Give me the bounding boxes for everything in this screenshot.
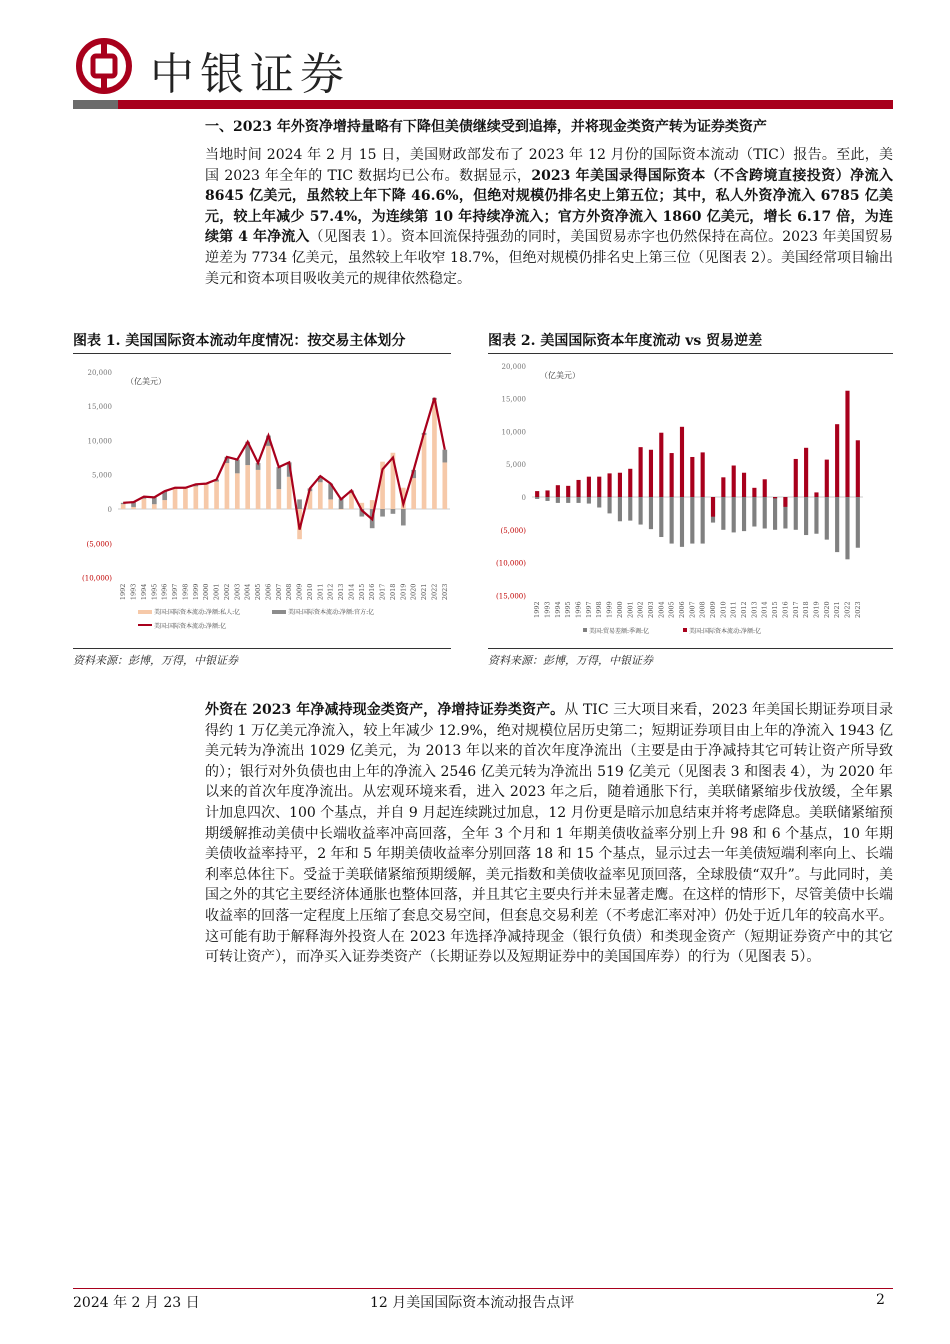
x-tick-label: 1997 bbox=[584, 601, 593, 618]
bar-capital-flow bbox=[711, 497, 715, 517]
y-tick-label: (5,000) bbox=[500, 526, 526, 535]
bar-private bbox=[328, 499, 333, 509]
bar-official bbox=[235, 460, 240, 474]
chart1-source: 资料来源：彭博，万得，中银证券 bbox=[73, 648, 451, 668]
bar-capital-flow bbox=[566, 486, 570, 497]
x-tick-label: 2012 bbox=[740, 601, 749, 618]
y-tick-label: 5,000 bbox=[91, 471, 112, 480]
y-tick-label: (10,000) bbox=[82, 574, 112, 583]
bar-private bbox=[183, 488, 188, 509]
x-tick-label: 1999 bbox=[605, 601, 614, 618]
y-tick-label: 0 bbox=[107, 506, 112, 514]
para1-text: 当地时间 2024 年 2 月 15 日，美国财政部发布了 2023 年 12 月份的国际资本流动（TIC）报告。至此，美国 2023 年全年的 TIC 数据均已公布。数据显示， bbox=[205, 147, 893, 184]
bar-private bbox=[276, 489, 281, 509]
x-tick-label: 1999 bbox=[191, 583, 200, 601]
bar-private bbox=[287, 477, 292, 509]
bar-official bbox=[401, 509, 406, 525]
bar-trade-balance bbox=[742, 497, 746, 531]
x-tick-label: 2022 bbox=[843, 601, 852, 618]
legend-trade-label: 美国:贸易差额:季调:亿 bbox=[589, 628, 650, 635]
bar-capital-flow bbox=[670, 453, 674, 497]
x-tick-label: 2006 bbox=[264, 583, 273, 601]
bar-trade-balance bbox=[680, 497, 684, 547]
bar-capital-flow bbox=[742, 473, 746, 497]
bar-trade-balance bbox=[545, 497, 549, 501]
bar-trade-balance bbox=[732, 497, 736, 532]
bar-private bbox=[193, 486, 198, 509]
bar-capital-flow bbox=[639, 447, 643, 497]
bar-trade-balance bbox=[845, 497, 849, 559]
y-tick-label: (15,000) bbox=[496, 592, 526, 601]
bar-trade-balance bbox=[535, 497, 539, 499]
header-bar-red bbox=[118, 100, 893, 109]
bar-trade-balance bbox=[835, 497, 839, 552]
bar-capital-flow bbox=[845, 391, 849, 497]
para2-bold-lead: 外资在 2023 年净减持现金类资产，净增持证券类资产。 bbox=[205, 702, 565, 718]
y-tick-label: 5,000 bbox=[505, 461, 526, 470]
bar-private bbox=[173, 488, 178, 509]
bar-private bbox=[214, 482, 219, 509]
x-tick-label: 2004 bbox=[657, 601, 666, 618]
bar-trade-balance bbox=[804, 497, 808, 535]
y-tick-label: (5,000) bbox=[86, 540, 112, 549]
bar-trade-balance bbox=[856, 497, 860, 548]
x-tick-label: 2021 bbox=[833, 601, 842, 618]
bar-private bbox=[411, 478, 416, 509]
footer-title: 12 月美国国际资本流动报告点评 bbox=[370, 1295, 575, 1311]
bar-capital-flow bbox=[721, 477, 725, 497]
unit-label: （亿美元） bbox=[126, 376, 166, 386]
x-tick-label: 2021 bbox=[420, 583, 429, 601]
bar-official bbox=[442, 450, 447, 463]
bar-trade-balance bbox=[670, 497, 674, 544]
bar-private bbox=[121, 504, 126, 509]
bar-private bbox=[131, 507, 136, 509]
chart2-title: 图表 2. 美国国际资本年度流动 vs 贸易逆差 bbox=[488, 330, 893, 354]
footer-date: 2024 年 2 月 23 日 bbox=[73, 1295, 200, 1311]
bar-capital-flow bbox=[825, 460, 829, 497]
y-tick-label: 0 bbox=[521, 494, 526, 502]
boc-logo-icon bbox=[76, 38, 132, 94]
x-tick-label: 2007 bbox=[274, 583, 283, 601]
x-tick-label: 2011 bbox=[729, 601, 738, 618]
bar-capital-flow bbox=[587, 477, 591, 497]
x-tick-label: 2014 bbox=[760, 601, 769, 618]
header-bar-gray bbox=[73, 100, 118, 109]
x-tick-label: 2015 bbox=[357, 583, 366, 601]
x-tick-label: 2010 bbox=[719, 601, 728, 618]
y-tick-label: 20,000 bbox=[501, 362, 526, 371]
x-tick-label: 2015 bbox=[771, 601, 780, 618]
x-tick-label: 1997 bbox=[171, 583, 180, 601]
bar-trade-balance bbox=[618, 497, 622, 521]
y-tick-label: 20,000 bbox=[87, 368, 112, 377]
bar-capital-flow bbox=[576, 480, 580, 497]
x-tick-label: 2008 bbox=[285, 583, 294, 601]
y-tick-label: 15,000 bbox=[87, 403, 112, 412]
bar-trade-balance bbox=[597, 497, 601, 507]
bar-capital-flow bbox=[535, 491, 539, 497]
x-tick-label: 2000 bbox=[615, 601, 624, 618]
x-tick-label: 2005 bbox=[667, 601, 676, 618]
legend-official-swatch bbox=[272, 610, 286, 614]
chart2-source: 资料来源：彭博，万得，中银证券 bbox=[488, 648, 893, 668]
bar-private bbox=[152, 504, 157, 509]
bar-trade-balance bbox=[752, 497, 756, 527]
bar-trade-balance bbox=[628, 497, 632, 521]
bar-official bbox=[380, 509, 385, 517]
x-tick-label: 2005 bbox=[254, 583, 263, 601]
bar-private bbox=[432, 400, 437, 509]
x-tick-label: 2023 bbox=[440, 583, 449, 601]
x-tick-label: 2000 bbox=[202, 583, 211, 601]
bar-trade-balance bbox=[794, 497, 798, 530]
x-tick-label: 2001 bbox=[212, 583, 221, 601]
line-total bbox=[123, 398, 445, 530]
legend-private-label: 美国:国际资本流动:净额:私人:亿 bbox=[154, 609, 241, 616]
x-tick-label: 2002 bbox=[636, 601, 645, 618]
bar-capital-flow bbox=[763, 479, 767, 497]
section-title: 一、2023 年外资净增持量略有下降但美债继续受到追捧，并将现金类资产转为证券类资产 bbox=[205, 119, 767, 135]
bar-capital-flow bbox=[545, 490, 549, 497]
x-tick-label: 2001 bbox=[626, 601, 635, 618]
legend-private-swatch bbox=[138, 610, 152, 614]
bar-private bbox=[235, 473, 240, 509]
x-tick-label: 2008 bbox=[698, 601, 707, 618]
bar-capital-flow bbox=[732, 466, 736, 497]
bar-capital-flow bbox=[783, 497, 787, 507]
x-tick-label: 2003 bbox=[646, 601, 655, 618]
bar-capital-flow bbox=[649, 450, 653, 497]
chart1-plot bbox=[70, 360, 455, 635]
bar-official bbox=[391, 509, 396, 514]
bar-trade-balance bbox=[763, 497, 767, 528]
bar-capital-flow bbox=[690, 457, 694, 497]
x-tick-label: 2023 bbox=[853, 601, 862, 618]
bar-official bbox=[276, 467, 281, 489]
bar-trade-balance bbox=[639, 497, 643, 525]
bar-capital-flow bbox=[752, 488, 756, 497]
bar-private bbox=[318, 482, 323, 509]
bar-trade-balance bbox=[701, 497, 705, 544]
x-tick-label: 2017 bbox=[378, 583, 387, 601]
bar-private bbox=[142, 499, 147, 509]
bar-capital-flow bbox=[856, 440, 860, 497]
bar-capital-flow bbox=[659, 433, 663, 497]
x-tick-label: 2020 bbox=[822, 601, 831, 618]
legend-capital-label: 美国:国际资本流动:净额:亿 bbox=[689, 628, 762, 635]
bar-capital-flow bbox=[773, 497, 777, 498]
bar-private bbox=[256, 470, 261, 509]
x-tick-label: 2004 bbox=[243, 583, 252, 601]
bar-trade-balance bbox=[576, 497, 580, 503]
x-tick-label: 2011 bbox=[316, 583, 325, 601]
x-tick-label: 1993 bbox=[129, 583, 138, 601]
bar-private bbox=[442, 462, 447, 509]
x-tick-label: 2019 bbox=[399, 583, 408, 601]
bar-capital-flow bbox=[608, 473, 612, 497]
x-tick-label: 1998 bbox=[595, 601, 604, 618]
bar-trade-balance bbox=[659, 497, 663, 537]
x-tick-label: 1994 bbox=[553, 601, 562, 618]
x-tick-label: 1992 bbox=[533, 601, 542, 618]
page-number: 2 bbox=[876, 1292, 885, 1308]
bar-trade-balance bbox=[587, 497, 591, 504]
x-tick-label: 2009 bbox=[295, 583, 304, 601]
bar-capital-flow bbox=[835, 424, 839, 497]
bar-capital-flow bbox=[628, 469, 632, 497]
x-tick-label: 2003 bbox=[233, 583, 242, 601]
x-tick-label: 1994 bbox=[139, 583, 148, 601]
footer-divider bbox=[73, 1288, 893, 1289]
x-tick-label: 1996 bbox=[574, 601, 583, 618]
bar-trade-balance bbox=[773, 497, 777, 530]
bar-capital-flow bbox=[680, 427, 684, 497]
x-tick-label: 2018 bbox=[802, 601, 811, 618]
bar-capital-flow bbox=[618, 473, 622, 497]
x-tick-label: 2012 bbox=[326, 583, 335, 601]
x-tick-label: 2006 bbox=[677, 601, 686, 618]
bar-private bbox=[162, 500, 167, 509]
x-tick-label: 2014 bbox=[347, 583, 356, 601]
bar-trade-balance bbox=[608, 497, 612, 513]
x-tick-label: 2009 bbox=[709, 601, 718, 618]
bar-capital-flow bbox=[556, 485, 560, 497]
legend-official-label: 美国:国际资本流动:净额:官方:亿 bbox=[288, 609, 375, 616]
x-tick-label: 2002 bbox=[222, 583, 231, 601]
paragraph-2 bbox=[205, 700, 893, 968]
bar-trade-balance bbox=[649, 497, 653, 529]
x-tick-label: 2018 bbox=[388, 583, 397, 601]
para2-text: 从 TIC 三大项目来看，2023 年美国长期证券项目录得约 1 万亿美元净流入，较上年减少 12.9%，绝对规模位居历史第二；短期证券项目由上年的净流入 1943 亿美元转为净流出 1029 亿美元，为 2013 年以来的首次年度净流出（主要是由于净减持其它可转让资产所导致的）；银行对外负债也由上年的净流入 2546 亿美元转为净流出 519 亿美元（见图表 3 和图表 4），为 2020 年以来的首次年度净流出。从宏观环境来看，进入 2023 年之后，随着通胀下行，美联储紧缩步伐放缓，全年累计加息四次、100 个基点，并自 9 月起连续跳过加息，12 月份更是暗示加息结束并将考虑降息。美联储紧缩预期缓解推动美债中长端收益率冲高回落，全年 3 个月和 1 年期美债收益率分别上升 98 和 6 个基点，10 年期美债收益率持平，2 年和 5 年期美债收益率分别回落 18 和 15 个基点，显示过去一年美债短端利率向上、长端利率总体往下。受益于美联储紧缩预期缓解，美元指数和美债收益率见顶回落，全球股债“双升”。与此同时，美国之外的其它主要经济体通胀也整体回落，并且其它主要央行并未显著走鹰。在这样的情形下，尽管美债中长端收益率的回落一定程度上压缩了套息交易空间，但套息交易利差（不考虑汇率对冲）仍处于近几年的较高水平。这可能有助于解释海外投资人在 2023 年选择净减持现金（银行负债）和类现金资产（短期证券资产中的其它可转让资产），而净买入证券类资产（长期证券以及短期证券中的美国国库券）的行为（见图表 5）。 bbox=[205, 702, 894, 966]
bar-capital-flow bbox=[804, 448, 808, 497]
bar-trade-balance bbox=[825, 497, 829, 540]
x-tick-label: 2022 bbox=[430, 583, 439, 601]
x-tick-label: 2016 bbox=[781, 601, 790, 618]
x-tick-label: 2010 bbox=[305, 583, 314, 601]
bar-trade-balance bbox=[566, 497, 570, 503]
x-tick-label: 2020 bbox=[409, 583, 418, 601]
x-tick-label: 2017 bbox=[791, 601, 800, 618]
y-tick-label: (10,000) bbox=[496, 559, 526, 568]
legend-trade-swatch bbox=[583, 628, 587, 632]
brand-logo-text: 中银证券 bbox=[150, 49, 350, 100]
x-tick-label: 1998 bbox=[181, 583, 190, 601]
x-tick-label: 2016 bbox=[368, 583, 377, 601]
x-tick-label: 1992 bbox=[119, 583, 128, 601]
bar-official bbox=[297, 499, 302, 509]
bar-capital-flow bbox=[814, 492, 818, 497]
x-tick-label: 1993 bbox=[543, 601, 552, 618]
bar-trade-balance bbox=[814, 497, 818, 534]
y-tick-label: 15,000 bbox=[501, 395, 526, 404]
para1-bold-text: 2023 年美国录得国际资本（不含跨境直接投资）净流入 8645 亿美元，虽然较上年下降 46.6%，但绝对规模仍排名史上第五位；其中，私人外资净流入 6785 亿美元，较上年减少 57.4%，为连续第 10 年持续净流入；官方外资净流入 1860 亿美元，增长 6.17 倍，为连续第 4 年净流入 bbox=[205, 167, 893, 246]
paragraph-1 bbox=[205, 145, 893, 289]
x-tick-label: 2007 bbox=[688, 601, 697, 618]
bar-capital-flow bbox=[597, 477, 601, 497]
bar-private bbox=[225, 463, 230, 509]
x-tick-label: 2013 bbox=[750, 601, 759, 618]
unit-label: （亿美元） bbox=[540, 370, 580, 380]
bar-trade-balance bbox=[721, 497, 725, 530]
x-tick-label: 2019 bbox=[812, 601, 821, 618]
x-tick-label: 1995 bbox=[150, 583, 159, 601]
bar-capital-flow bbox=[701, 452, 705, 497]
bar-private bbox=[422, 435, 427, 509]
y-tick-label: 10,000 bbox=[501, 428, 526, 437]
legend-total-label: 美国:国际资本流动:净额:亿 bbox=[154, 623, 227, 630]
chart2-plot bbox=[485, 355, 870, 640]
bar-capital-flow bbox=[794, 459, 798, 497]
bar-private bbox=[266, 446, 271, 509]
bar-private bbox=[339, 509, 344, 510]
x-tick-label: 1995 bbox=[564, 601, 573, 618]
x-tick-label: 2013 bbox=[337, 583, 346, 601]
bar-trade-balance bbox=[556, 497, 560, 503]
legend-capital-swatch bbox=[683, 628, 687, 632]
x-tick-label: 1996 bbox=[160, 583, 169, 601]
bar-private bbox=[245, 465, 250, 509]
bar-private bbox=[204, 484, 209, 509]
para1-text-end: （见图表 1）。资本回流保持强劲的同时，美国贸易赤字也仍然保持在高位。2023 年美国贸易逆差为 7734 亿美元，虽然较上年收窄 18.7%，但绝对规模仍排名史上第三位（见图表 2）。美国经常项目输出美元和资本项目吸收美元的规律依然稳定。 bbox=[205, 229, 893, 287]
bar-trade-balance bbox=[690, 497, 694, 544]
y-tick-label: 10,000 bbox=[87, 437, 112, 446]
chart1-title: 图表 1. 美国国际资本流动年度情况：按交易主体划分 bbox=[73, 330, 451, 354]
